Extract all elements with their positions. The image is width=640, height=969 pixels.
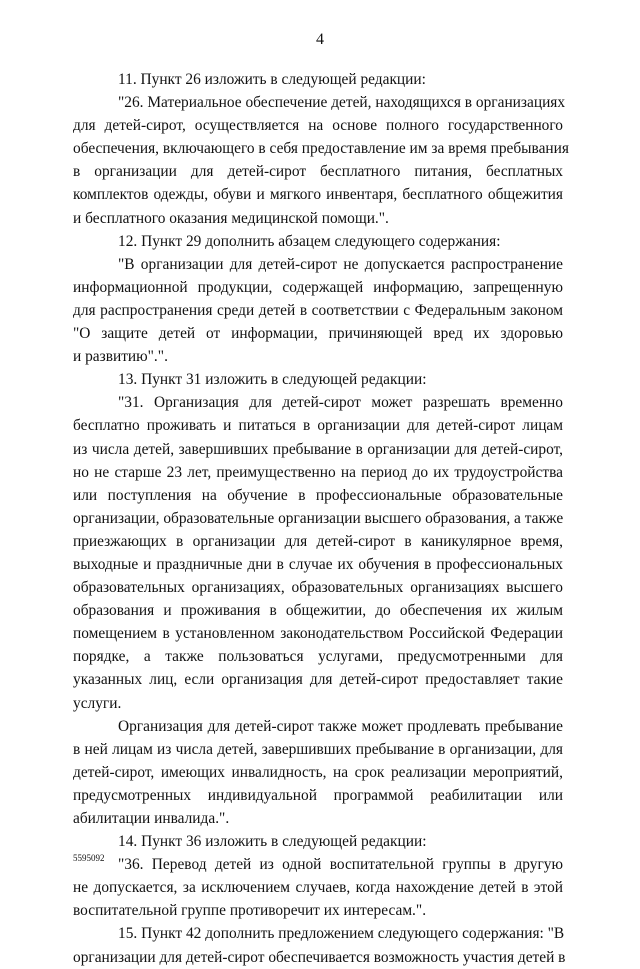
text-line: и бесплатного оказания медицинской помощи.". <box>73 209 389 227</box>
text-line: и развитию".". <box>73 348 168 366</box>
text-line: бесплатно проживать и питаться в организации для детей-сирот лицам <box>73 417 563 435</box>
text-line: "31. Организация для детей-сирот может разрешать временно <box>118 394 563 412</box>
text-line: детей-сирот, имеющих инвалидность, на срок реализации мероприятий, <box>73 763 563 781</box>
text-line: в ней лицам из числа детей, завершивших пребывание в организации, для <box>73 740 563 758</box>
text-line: из числа детей, завершивших пребывание в организации для детей-сирот, <box>73 440 563 458</box>
text-line: порядке, а также пользоваться услугами, предусмотренными для <box>73 648 563 666</box>
text-line: абилитации инвалида.". <box>73 810 230 827</box>
text-line: 15. Пункт 42 дополнить предложением следующего содержания: "В <box>118 925 565 943</box>
text-line: образования и проживания в общежитии, до обеспечения их жилым <box>73 602 563 620</box>
text-line: приезжающих в организации для детей-сирот в каникулярное время, <box>73 532 563 550</box>
text-line: организации для детей-сирот обеспечивается возможность участия детей в <box>73 948 566 966</box>
text-line: "26. Материальное обеспечение детей, находящихся в организациях <box>118 94 566 112</box>
text-line: организации, образовательные организации высшего образования, а также <box>73 509 564 527</box>
text-line: 13. Пункт 31 изложить в следующей редакции: <box>118 371 427 389</box>
text-line: "В организации для детей-сирот не допускается распространение <box>118 255 563 273</box>
text-line: указанных лиц, если организация для детей-сирот предоставляет такие <box>73 671 563 689</box>
text-line: предусмотренных индивидуальной программой реабилитации или <box>73 786 563 804</box>
text-line: 12. Пункт 29 дополнить абзацем следующего содержания: <box>118 232 501 250</box>
page-number: 4 <box>316 31 324 48</box>
text-line: для детей-сирот, осуществляется на основе полного государственного <box>73 117 563 135</box>
text-line: для распространения среди детей в соответствии с Федеральным законом <box>73 301 563 319</box>
document-code: 5595092 <box>73 853 105 863</box>
text-line: в организации для детей-сирот бесплатного питания, бесплатных <box>73 163 563 181</box>
text-line: 11. Пункт 26 изложить в следующей редакции: <box>118 71 426 88</box>
text-line: не допускается, за исключением случаев, когда нахождение детей в этой <box>73 879 563 897</box>
text-line: комплектов одежды, обуви и мягкого инвентаря, бесплатного общежития <box>73 186 563 204</box>
text-line: образовательных организациях, образовательных организациях высшего <box>73 579 563 597</box>
text-line: обеспечения, включающего в себя предоставление им за время пребывания <box>73 140 569 158</box>
document-body <box>73 68 569 969</box>
text-line: помещением в установленном законодательством Российской Федерации <box>73 625 563 643</box>
text-line: "О защите детей от информации, причиняющей вред их здоровью <box>73 325 563 343</box>
text-line: или поступления на обучение в профессиональные образовательные <box>73 486 563 504</box>
text-line: информационной продукции, содержащей информацию, запрещенную <box>73 278 563 296</box>
text-line: "36. Перевод детей из одной воспитательной группы в другую <box>118 856 563 874</box>
text-line: Организация для детей-сирот также может продлевать пребывание <box>118 717 563 735</box>
text-line: услуги. <box>73 694 122 712</box>
text-line: воспитательной группе противоречит их интересам.". <box>73 902 427 920</box>
text-line: 14. Пункт 36 изложить в следующей редакции: <box>118 833 427 851</box>
text-line: выходные и праздничные дни в случае их обучения в профессиональных <box>73 555 563 573</box>
text-line: но не старше 23 лет, преимущественно на период до их трудоустройства <box>73 463 563 481</box>
